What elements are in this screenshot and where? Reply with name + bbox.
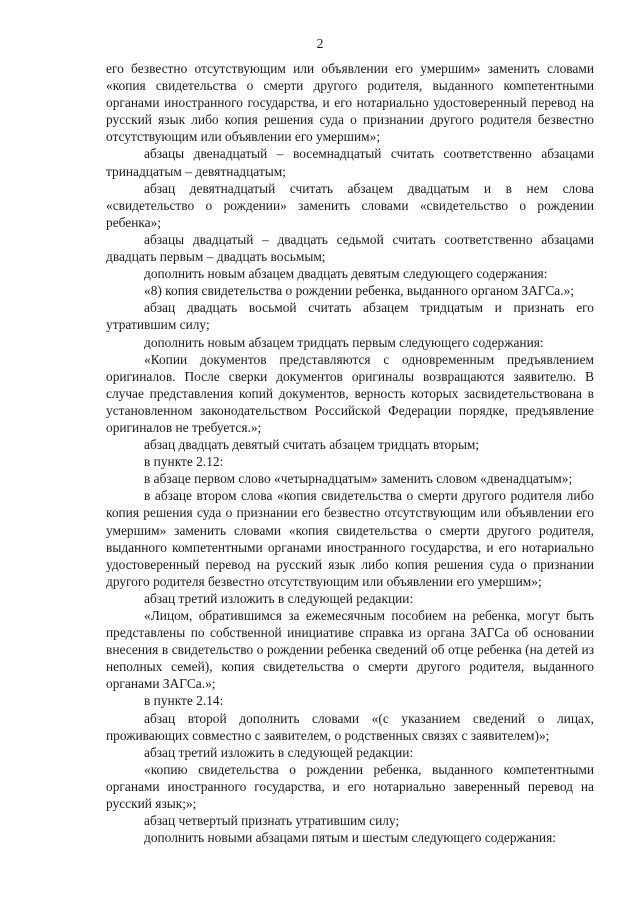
paragraph: в пункте 2.12: <box>144 454 224 470</box>
paragraph: дополнить новым абзацем двадцать девятым следующего содержания: <box>144 266 548 282</box>
paragraph: «Лицом, обратившимся за ежемесячным пособием на ребенка, могут быть представлены по собственной инициативе справка из органа ЗАГСа об основании внесения в свидетельство о рождении ребенка сведений об отце ребенка (на детей из неполных семей), копия свидетельства о смерти другого родителя, выданного органами ЗАГСа.»; <box>106 608 594 692</box>
paragraph: абзац третий изложить в следующей редакции: <box>144 590 414 606</box>
paragraph: «копию свидетельства о рождении ребенка, выданного компетентными органами иностранного государства, и его нотариально заверенный перевод на русский язык;»; <box>106 761 594 812</box>
paragraph: абзац девятнадцатый считать абзацем двадцатым и в нем слова «свидетельство о рождении» заменить словами «свидетельство о рождении ребенка»; <box>106 180 594 230</box>
paragraph: дополнить новым абзацем тридцать первым следующего содержания: <box>144 334 544 350</box>
document-body <box>106 60 594 846</box>
paragraph: абзацы двенадцатый – восемнадцатый считать соответственно абзацами тринадцатым – девятнадцатым; <box>106 146 594 179</box>
paragraph: абзац четвертый признать утратившим силу; <box>144 813 400 829</box>
paragraph: абзац двадцать восьмой считать абзацем тридцатым и признать его утратившим силу; <box>106 300 594 333</box>
page-number: 2 <box>316 36 324 51</box>
paragraph: абзац двадцать девятый считать абзацем тридцать вторым; <box>144 437 480 453</box>
paragraph: абзац второй дополнить словами «(с указанием сведений о лицах, проживающих совместно с заявителем, о родственных связях с заявителем)»; <box>106 710 594 743</box>
paragraph: «8) копия свидетельства о рождении ребенка, выданного органом ЗАГСа.»; <box>144 283 574 299</box>
paragraph: дополнить новыми абзацами пятым и шестым следующего содержания: <box>144 830 556 846</box>
paragraph: в абзаце первом слово «четырнадцатым» заменить словом «двенадцатым»; <box>144 471 573 487</box>
paragraph: в пункте 2.14: <box>144 693 224 709</box>
paragraph: в абзаце втором слова «копия свидетельства о смерти другого родителя либо копия решения суда о признании его безвестно отсутствующим или объявлении его умершим» заменить словами «копия свидетельства о смерти другого родителя, выданного компетентными органами иностранного государства, и его нотариально удостоверенный перевод на русский язык либо копия решения суда о признании другого родителя безвестно отсутствующим или объявлении его умершим»; <box>106 488 594 589</box>
paragraph: абзацы двадцатый – двадцать седьмой считать соответственно абзацами двадцать первым – двадцать восьмым; <box>106 231 594 265</box>
paragraph: его безвестно отсутствующим или объявлении его умершим» заменить словами «копия свидетельства о смерти другого родителя, выданного компетентными органами иностранного государства, и его нотариально удостоверенный перевод на русский язык либо копия решения суда о признании другого родителя безвестно отсутствующим или объявлении его умершим»; <box>106 61 594 145</box>
paragraph: абзац третий изложить в следующей редакции: <box>144 744 414 760</box>
paragraph: «Копии документов представляются с одновременным предъявлением оригиналов. После сверки документов оригиналы возвращаются заявителю. В случае представления копий документов, верность которых засвидетельствована в установленном законодательством Российской Федерации порядке, предъявление оригиналов не требуется.»; <box>106 351 594 435</box>
